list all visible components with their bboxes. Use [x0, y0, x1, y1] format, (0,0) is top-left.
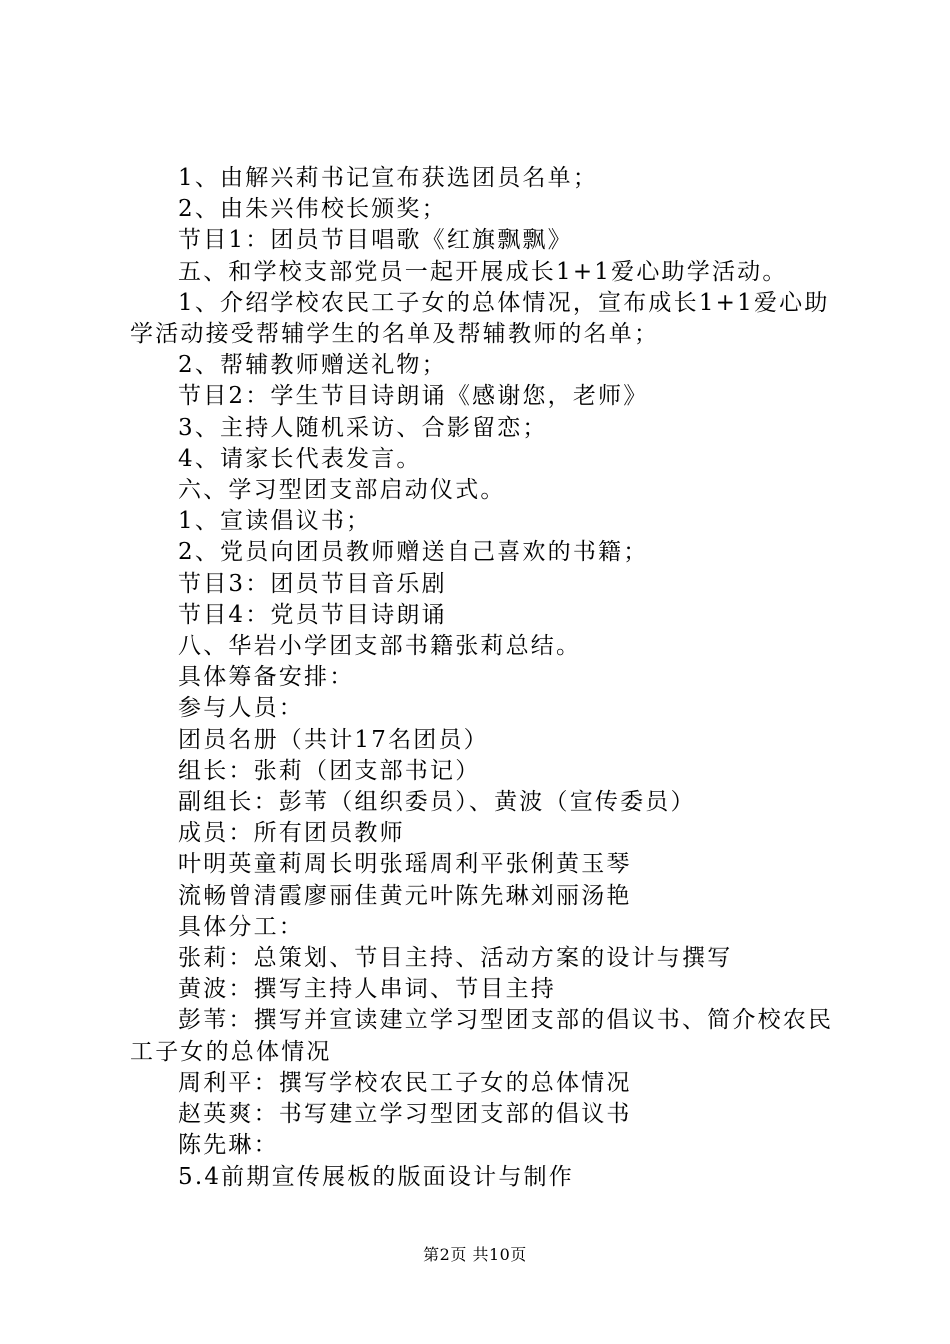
paragraph: 具体分工：	[178, 913, 304, 940]
paragraph: 五、和学校支部党员一起开展成长1+1爱心助学活动。	[178, 258, 788, 285]
paragraph: 流畅曾清霞廖丽佳黄元叶陈先琳刘丽汤艳	[178, 882, 632, 909]
paragraph: 黄波：撰写主持人串词、节目主持	[178, 976, 556, 1003]
paragraph: 成员：所有团员教师	[178, 820, 405, 847]
paragraph: 节目2：学生节目诗朗诵《感谢您，老师》	[178, 383, 649, 410]
paragraph: 2、由朱兴伟校长颁奖；	[178, 196, 447, 223]
paragraph: 2、党员向团员教师赠送自己喜欢的书籍；	[178, 539, 649, 566]
paragraph: 彭苇：撰写并宣读建立学习型团支部的倡议书、简介校农民工子女的总体情况	[130, 1007, 834, 1065]
document-body	[130, 163, 835, 1193]
paragraph: 1、由解兴莉书记宣布获选团员名单；	[178, 165, 599, 191]
paragraph: 3、主持人随机采访、合影留恋；	[178, 414, 548, 441]
paragraph: 具体筹备安排：	[178, 664, 355, 691]
paragraph: 4、请家长代表发言。	[178, 445, 422, 472]
paragraph: 八、华岩小学团支部书籍张莉总结。	[178, 633, 582, 660]
paragraph: 1、宣读倡议书；	[178, 508, 372, 535]
paragraph: 团员名册（共计17名团员）	[178, 726, 489, 753]
paragraph: 叶明英童莉周长明张瑶周利平张俐黄玉琴	[178, 851, 632, 878]
paragraph: 张莉：总策划、节目主持、活动方案的设计与撰写	[178, 945, 733, 972]
paragraph: 组长：张莉（团支部书记）	[178, 757, 481, 784]
paragraph: 参与人员：	[178, 695, 304, 722]
paragraph: 六、学习型团支部启动仪式。	[178, 477, 506, 504]
paragraph: 赵英爽：书写建立学习型团支部的倡议书	[178, 1101, 632, 1128]
paragraph: 节目3：团员节目音乐剧	[178, 570, 447, 597]
paragraph: 陈先琳：	[178, 1132, 279, 1159]
paragraph: 1、介绍学校农民工子女的总体情况，宣布成长1+1爱心助学活动接受帮辅学生的名单及帮辅教师的名单；	[130, 289, 830, 348]
paragraph: 节目1：团员节目唱歌《红旗飘飘》	[178, 227, 573, 254]
paragraph: 5.4前期宣传展板的版面设计与制作	[178, 1163, 574, 1190]
paragraph: 副组长：彭苇（组织委员）、黄波（宣传委员）	[178, 789, 696, 816]
paragraph: 周利平：撰写学校农民工子女的总体情况	[178, 1069, 632, 1096]
paragraph: 节目4：党员节目诗朗诵	[178, 601, 447, 628]
page-number-indicator: 第2页 共10页	[423, 1245, 527, 1264]
page-footer	[0, 1244, 950, 1266]
paragraph: 2、帮辅教师赠送礼物；	[178, 352, 447, 379]
